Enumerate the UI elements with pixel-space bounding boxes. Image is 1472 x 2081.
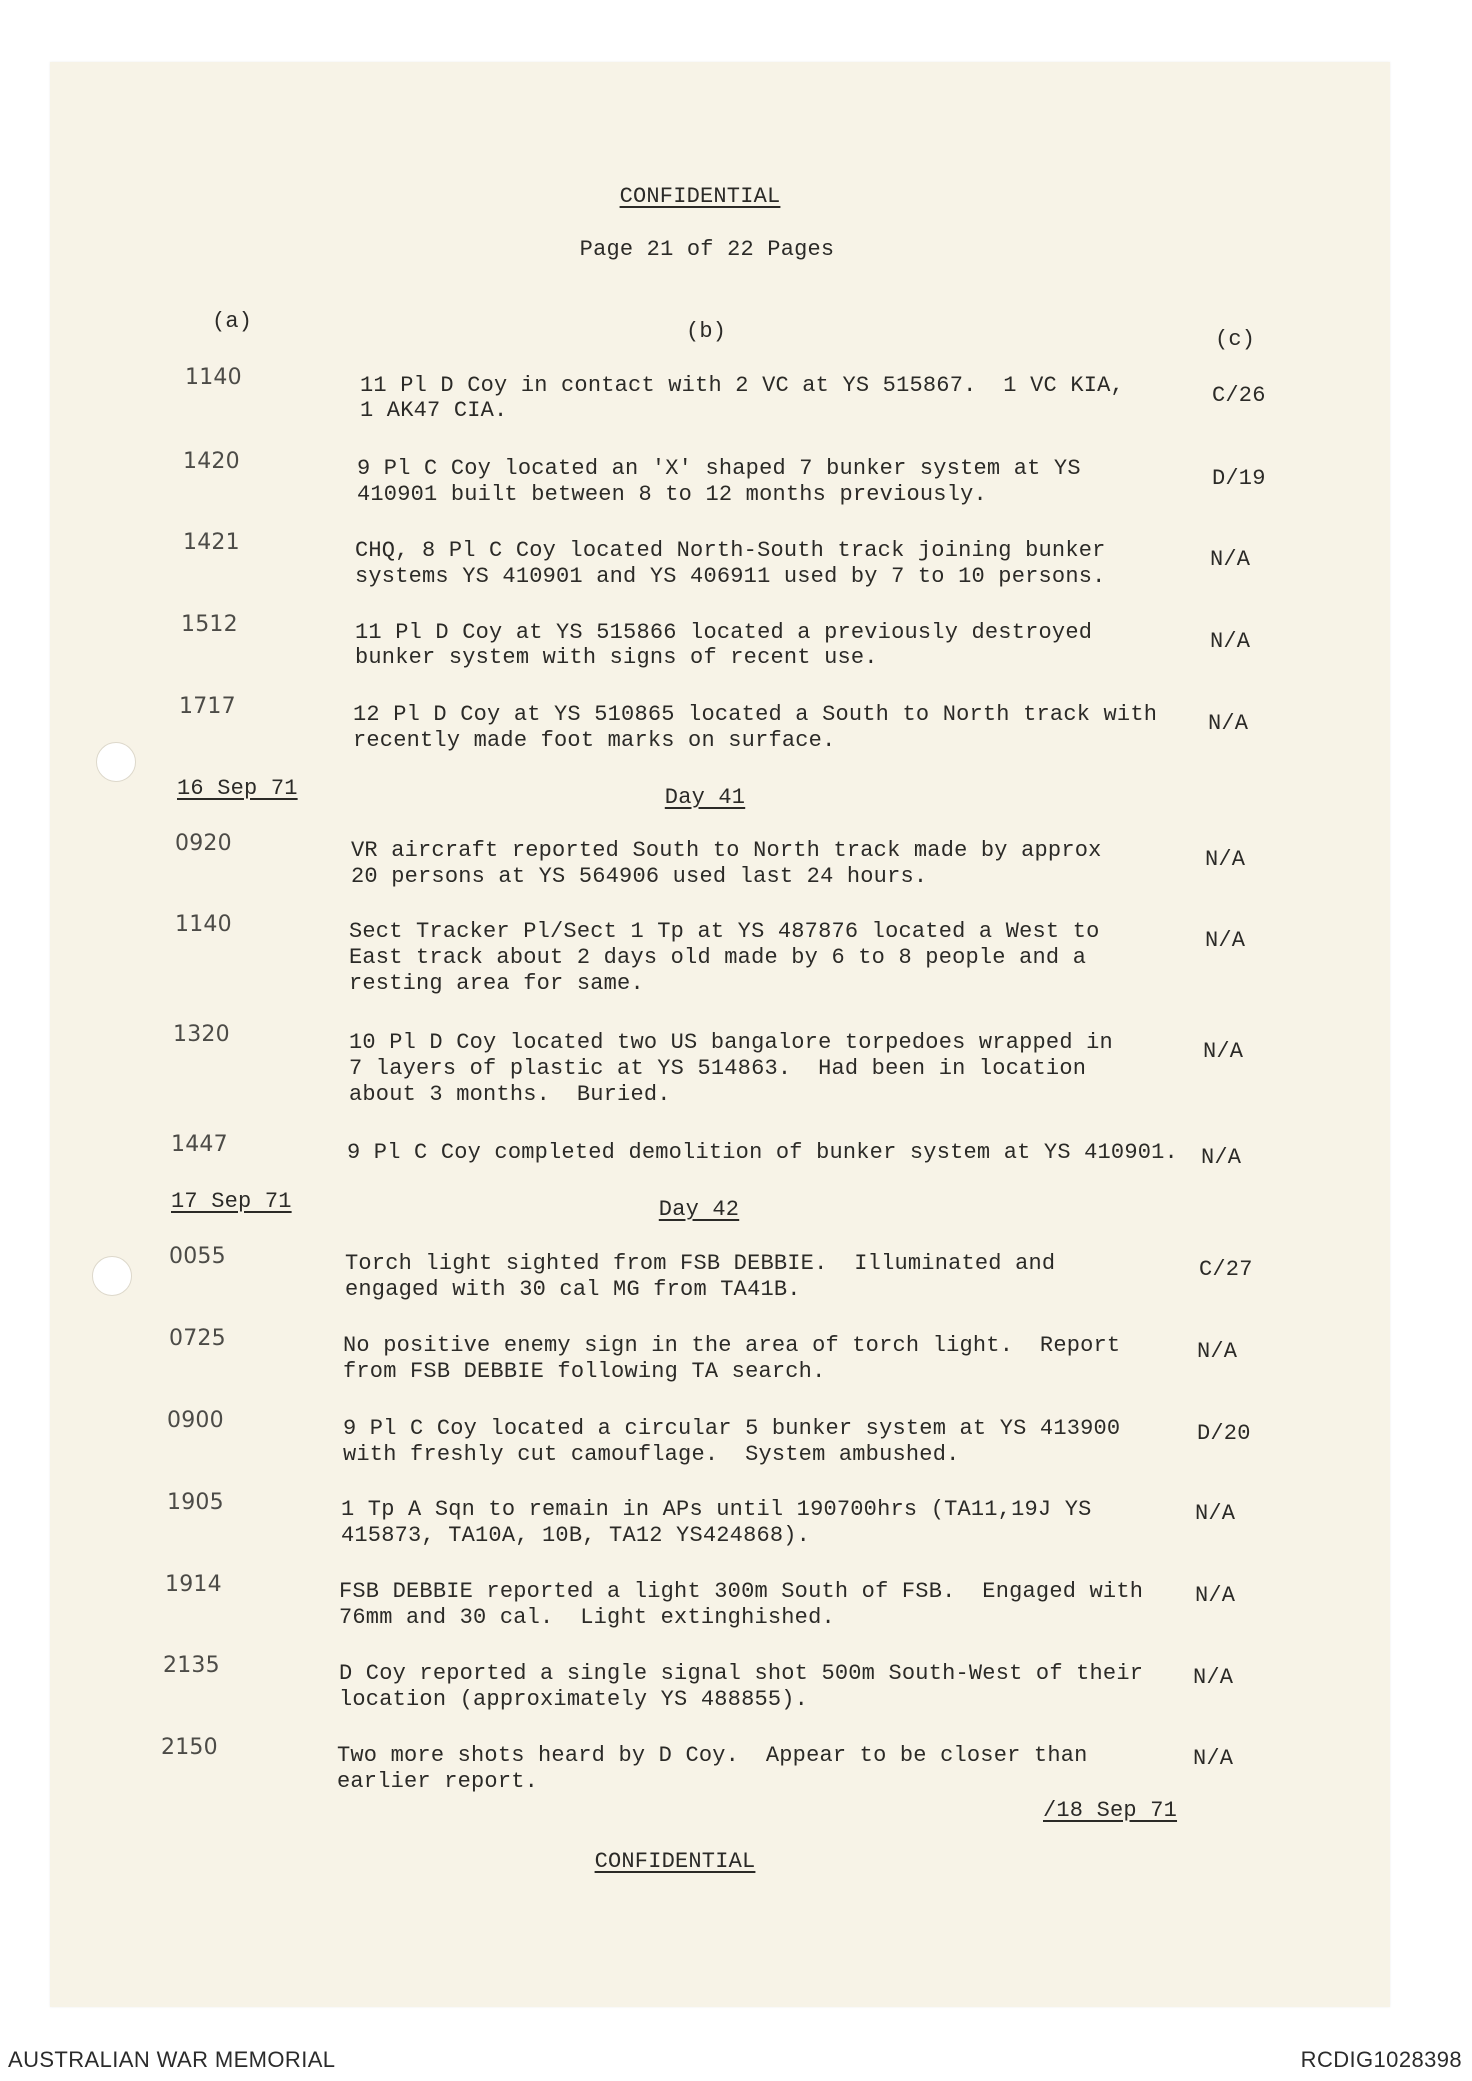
entry-ref: N/A (1208, 711, 1249, 736)
entry-text-line: engaged with 30 cal MG from TA41B. (345, 1277, 801, 1302)
entry-time: 1717 (179, 694, 236, 719)
entry-text-line: location (approximately YS 488855). (339, 1687, 809, 1712)
entry-time: 1421 (183, 530, 240, 555)
entry-ref: N/A (1205, 847, 1246, 872)
entry-text-line: 1 AK47 CIA. (360, 398, 508, 423)
entry-time: 0725 (169, 1326, 226, 1351)
entry-time: 1447 (171, 1132, 228, 1157)
entry-text-line: VR aircraft reported South to North track made by approx (351, 838, 1102, 863)
entry-time: 1320 (173, 1022, 230, 1047)
entry-text-line: 1 Tp A Sqn to remain in APs until 190700hrs (TA11,19J YS (341, 1497, 1092, 1522)
section-date: 17 Sep 71 (171, 1189, 292, 1214)
entry-ref: N/A (1195, 1583, 1236, 1608)
entry-text-line: Torch light sighted from FSB DEBBIE. Illuminated and (345, 1251, 1056, 1276)
entry-text-line: No positive enemy sign in the area of torch light. Report (343, 1333, 1121, 1358)
entry-ref: N/A (1203, 1039, 1244, 1064)
entry-ref: C/27 (1199, 1257, 1253, 1282)
entry-text-line: 76mm and 30 cal. Light extinghished. (339, 1605, 835, 1630)
entry-time: 1914 (165, 1572, 222, 1597)
entry-text-line: bunker system with signs of recent use. (355, 645, 878, 670)
entry-time: 1512 (181, 612, 238, 637)
page-label: Page 21 of 22 Pages (579, 237, 835, 262)
entry-time: 2150 (161, 1735, 218, 1760)
column-c-heading: (c) (1215, 327, 1256, 352)
entry-text-line: 20 persons at YS 564906 used last 24 hours. (351, 864, 928, 889)
classification-footer: CONFIDENTIAL (594, 1849, 756, 1874)
entry-text-line: recently made foot marks on surface. (353, 728, 836, 753)
entry-text-line: 9 Pl C Coy located a circular 5 bunker system at YS 413900 (343, 1416, 1121, 1441)
column-b-heading: (b) (686, 319, 727, 344)
entry-text-line: about 3 months. Buried. (349, 1082, 671, 1107)
entry-ref: N/A (1210, 547, 1251, 572)
entry-text-line: CHQ, 8 Pl C Coy located North-South track joining bunker (355, 538, 1106, 563)
entry-text-line: 410901 built between 8 to 12 months previously. (357, 482, 987, 507)
entry-text-line: resting area for same. (349, 971, 644, 996)
entry-text-line: earlier report. (337, 1769, 539, 1794)
section-date: 16 Sep 71 (177, 776, 298, 801)
entry-time: 2135 (163, 1653, 220, 1678)
entry-text-line: FSB DEBBIE reported a light 300m South of FSB. Engaged with (339, 1579, 1144, 1604)
entry-text-line: East track about 2 days old made by 6 to 8 people and a (349, 945, 1087, 970)
entry-ref: C/26 (1212, 383, 1266, 408)
entry-ref: N/A (1193, 1746, 1234, 1771)
entry-text-line: 9 Pl C Coy located an 'X' shaped 7 bunker system at YS (357, 456, 1081, 481)
entry-text-line: D Coy reported a single signal shot 500m South-West of their (339, 1661, 1144, 1686)
entry-time: 0900 (167, 1408, 224, 1433)
entry-ref: N/A (1197, 1339, 1238, 1364)
entry-ref: N/A (1210, 629, 1251, 654)
entry-time: 1140 (185, 365, 242, 390)
entry-text-line: 10 Pl D Coy located two US bangalore torpedoes wrapped in (349, 1030, 1113, 1055)
section-day: Day 41 (664, 785, 746, 810)
entry-text-line: 415873, TA10A, 10B, TA12 YS424868). (341, 1523, 811, 1548)
archive-id: RCDIG1028398 (1300, 2047, 1462, 2072)
archive-source: AUSTRALIAN WAR MEMORIAL (8, 2047, 336, 2072)
entry-text-line: systems YS 410901 and YS 406911 used by 7 to 10 persons. (355, 564, 1106, 589)
continuation-marker (1043, 1797, 1177, 1824)
entry-text-line: from FSB DEBBIE following TA search. (343, 1359, 826, 1384)
column-a-heading: (a) (212, 309, 253, 334)
entry-text-line: with freshly cut camouflage. System ambushed. (343, 1442, 960, 1467)
entry-ref: N/A (1201, 1145, 1242, 1170)
entry-text-line: Two more shots heard by D Coy. Appear to be closer than (337, 1743, 1088, 1768)
entry-text-line: 11 Pl D Coy in contact with 2 VC at YS 515867. 1 VC KIA, (360, 373, 1124, 398)
entry-time: 0920 (175, 831, 232, 856)
continuation-text: /18 Sep 71 (1043, 1798, 1178, 1823)
entry-text-line: Sect Tracker Pl/Sect 1 Tp at YS 487876 located a West to (349, 919, 1100, 944)
entry-text-line: 12 Pl D Coy at YS 510865 located a South to North track with (353, 702, 1158, 727)
entry-time: 1140 (175, 912, 232, 937)
entry-time: 1905 (167, 1490, 224, 1515)
entry-time: 1420 (183, 449, 240, 474)
entry-text-line: 9 Pl C Coy completed demolition of bunker system at YS 410901. (347, 1140, 1178, 1165)
entry-ref: N/A (1195, 1501, 1236, 1526)
punch-hole-top (96, 742, 136, 782)
entry-text-line: 11 Pl D Coy at YS 515866 located a previously destroyed (355, 620, 1093, 645)
entry-ref: D/20 (1197, 1421, 1251, 1446)
punch-hole-bottom (92, 1256, 132, 1296)
entry-ref: D/19 (1212, 466, 1266, 491)
entry-text-line: 7 layers of plastic at YS 514863. Had been in location (349, 1056, 1087, 1081)
classification-header: CONFIDENTIAL (619, 184, 781, 209)
entry-ref: N/A (1205, 928, 1246, 953)
section-day: Day 42 (658, 1197, 740, 1222)
entry-time: 0055 (169, 1244, 226, 1269)
entry-ref: N/A (1193, 1665, 1234, 1690)
